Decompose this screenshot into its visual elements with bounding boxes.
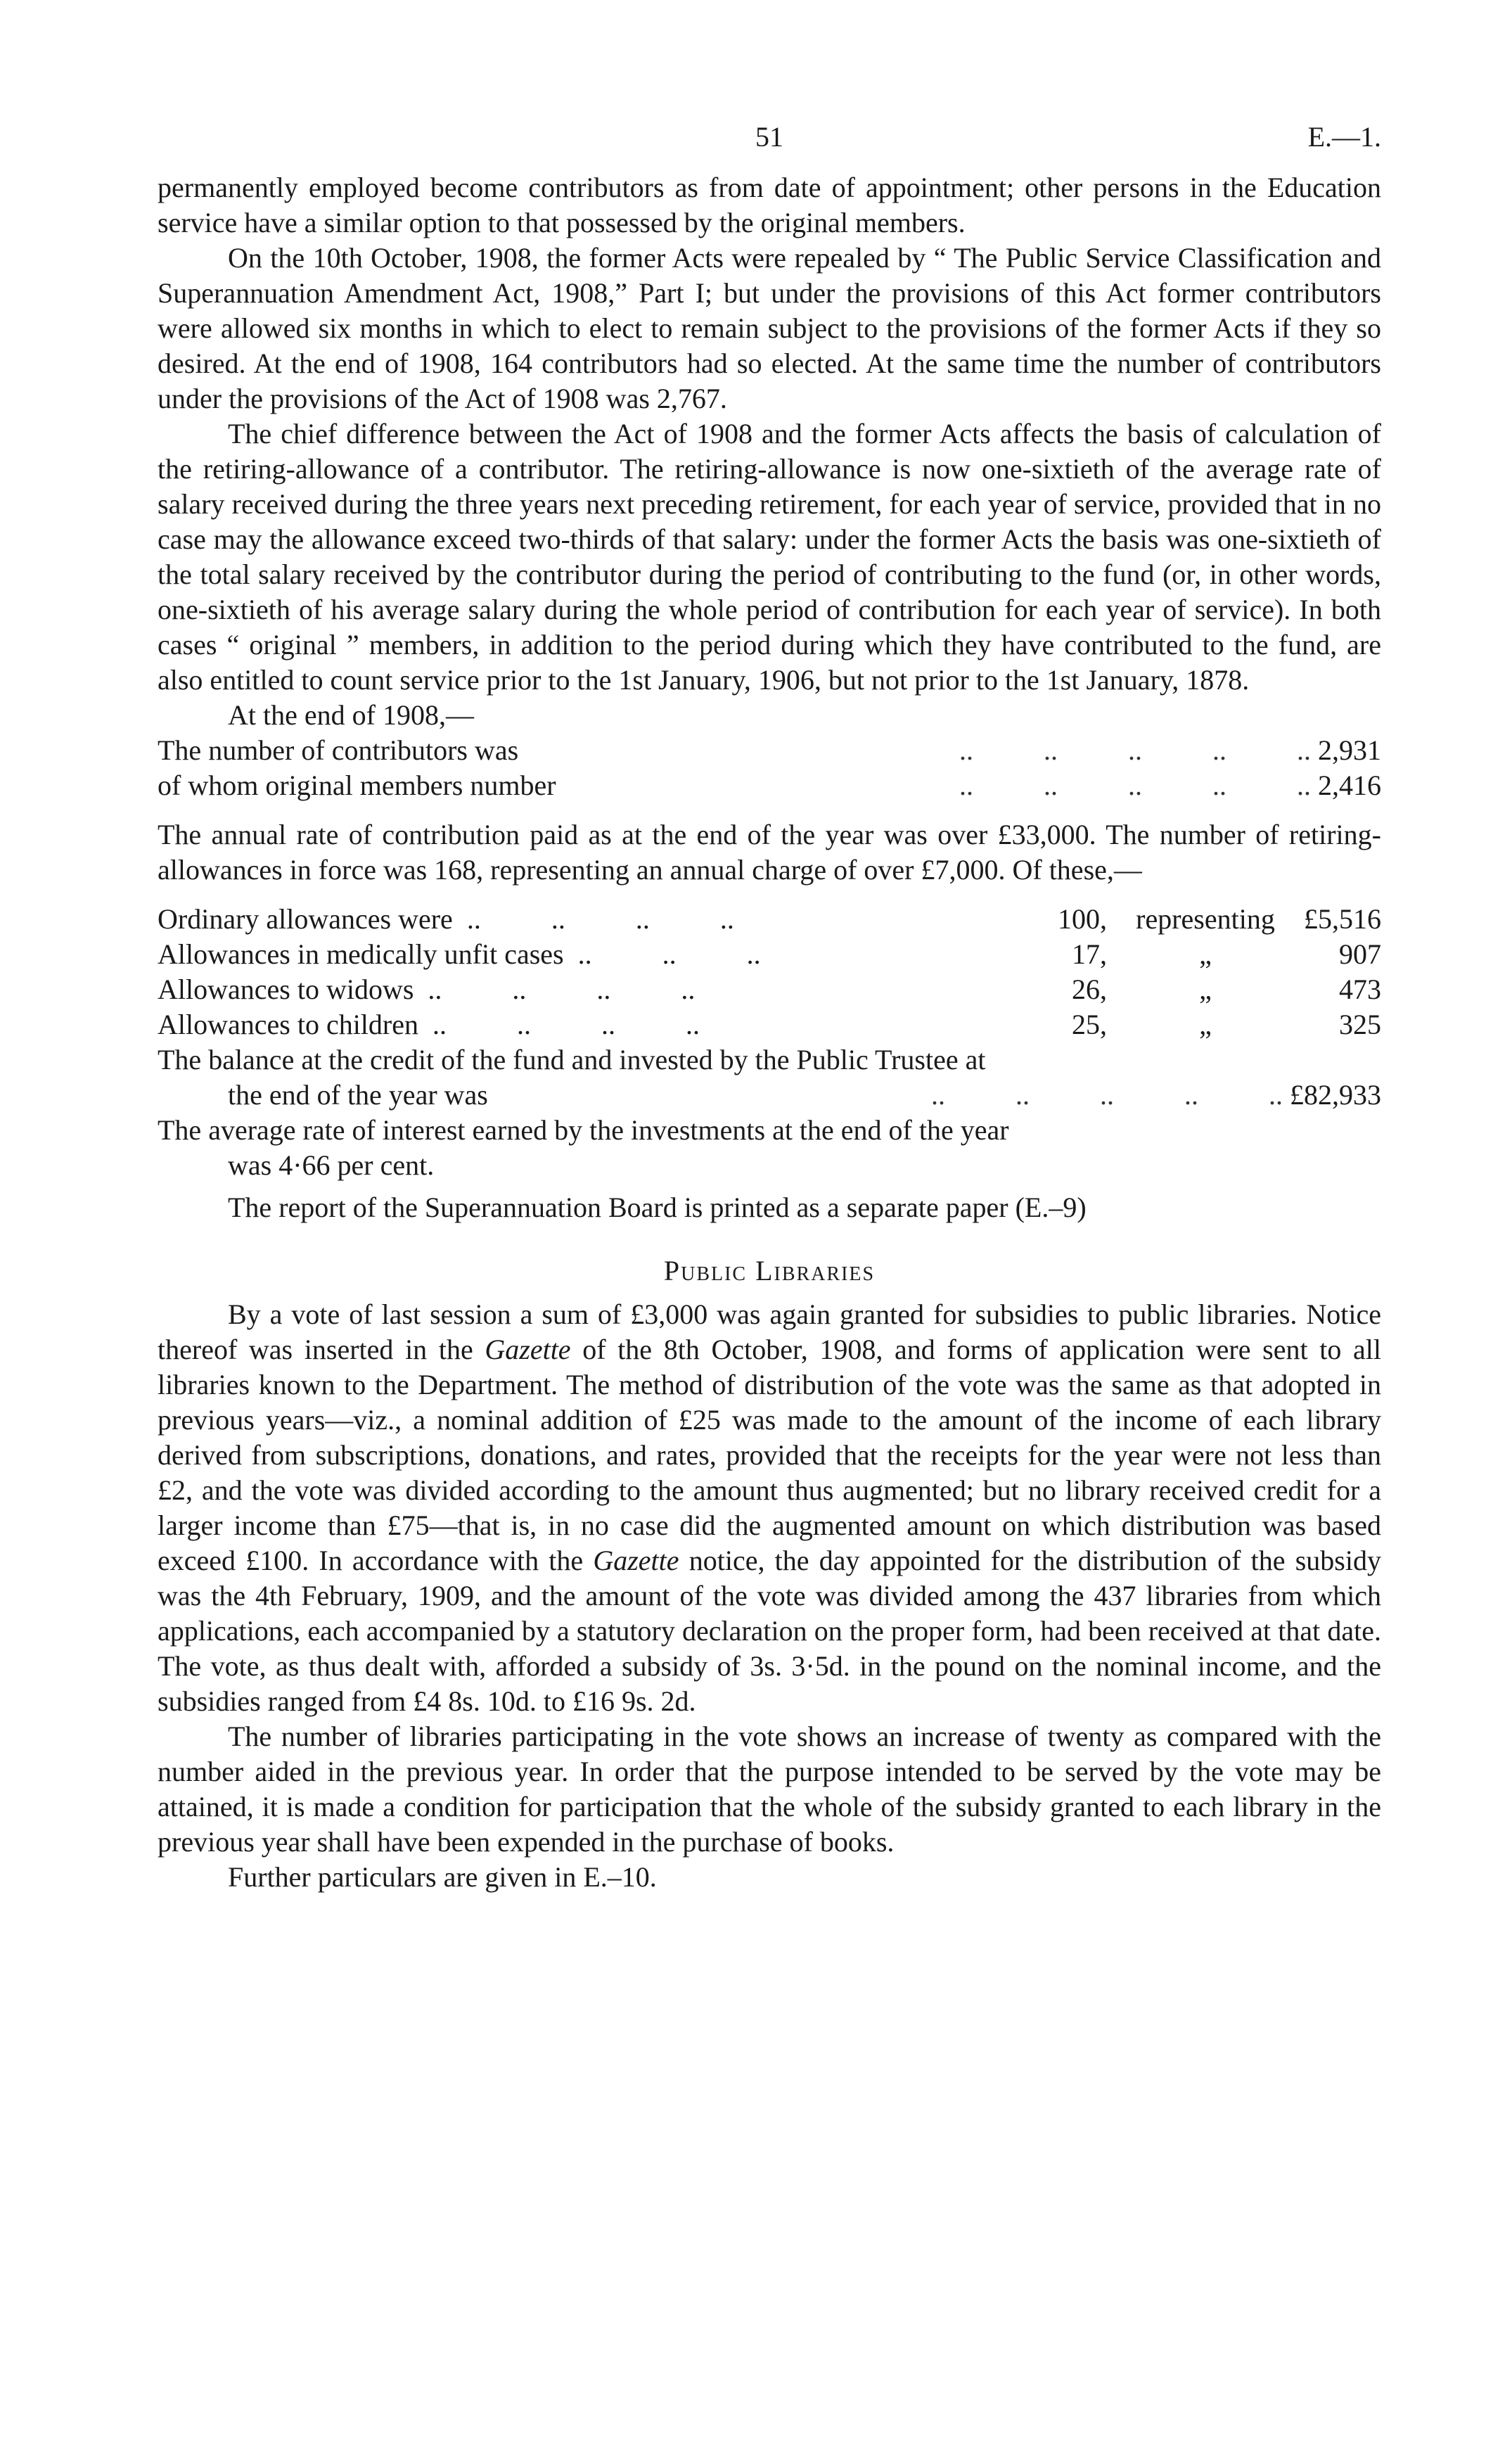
allowance-label-cell [158,972,1001,1007]
allowance-count: 100, [1058,903,1107,935]
stat-row [158,768,1381,803]
allowance-amount: 325 [1339,1009,1381,1040]
allowance-label: Ordinary allowances were [158,903,453,935]
allowance-label: Allowances in medically unfit cases [158,938,564,970]
allowance-representing: representing [1136,903,1275,935]
running-head: E.—1. [1307,121,1381,153]
allowance-amount: 473 [1339,973,1381,1005]
allowance-label-cell [158,1007,1001,1042]
paragraph-acts-repealed: On the 10th October, 1908, the former Acts were repealed by “ The Public Service Classification and Superannuation Amendment Act, 1908,” Part I; but under the provisions of this Act former contributors were allowed six months in which to elect to remain subject to the provisions of the former Acts if they so desired. At the end of 1908, 164 contributors had so elected. At the same time the number of contributors under the provisions of the Act of 1908 was 2,767. [158,242,1381,414]
leader-dots: .. .. .. .. [428,973,696,1005]
paragraph-annual-rate: The annual rate of contribution paid as at the end of the year was over £33,000. The number of retiring-allowances in force was 168, representing an annual charge of over £7,000. Of these,— [158,819,1381,886]
interest-line-1: The average rate of interest earned by the investments at the end of the year [158,1114,1009,1146]
allowance-row [158,972,1381,1007]
allowance-amount: 907 [1339,938,1381,970]
balance-line-1: The balance at the credit of the fund and invested by the Public Trustee at [158,1044,986,1075]
interest-line-2: was 4·66 per cent. [228,1149,435,1181]
document-page [158,120,1381,1895]
allowance-label-cell [158,937,1001,972]
leader-dots: .. .. .. .. [433,1009,700,1040]
stat-value: 2,931 [1318,734,1381,766]
allowance-count: 17, [1072,938,1107,970]
text-run: By a vote of last session a sum of £3,000 was again granted for subsidies to public libraries. Notice thereof was inserted in the [158,1298,1381,1365]
spacer [158,888,1381,902]
allowance-count: 26, [1072,973,1107,1005]
allowance-amount: £5,516 [1304,903,1381,935]
gazette-italic: Gazette [485,1334,571,1365]
text-run: notice, the day appointed for the distribution of the subsidy was the 4th February, 1909, and the amount of the vote was divided among the 437 libraries from which applications, each accompanied by a statutory declaration on the proper form, had been received at that date. The vote, as thus dealt with, afforded a subsidy of 3s. 3·5d. in the pound on the nominal income, and the subsidies ranged from £4 8s. 10d. to £16 9s. 2d. [158,1545,1381,1717]
allowance-representing: „ [1199,1009,1212,1040]
balance-label: the end of the year was [228,1079,488,1111]
allowance-row [158,1007,1381,1042]
paragraph-chief-difference: The chief difference between the Act of 1908 and the former Acts affects the basis of calculation of the retiring-allowance of a contributor. The retiring-allowance is now one-sixtieth of the average rate of salary received during the three years next preceding retirement, for each year of service, provided that in no case may the allowance exceed two-thirds of that salary: under the former Acts the basis was one-sixtieth of the total salary received by the contributor during the period of contributing to the fund (or, in other words, one-sixtieth of his average salary during the whole period of contribution for each year of service). In both cases “ original ” members, in addition to the period during which they have contributed to the fund, are also entitled to count service prior to the 1st January, 1906, but not prior to the 1st January, 1878. [158,418,1381,696]
end-of-year-intro: At the end of 1908,— [228,699,474,731]
allowance-label: Allowances to children [158,1009,418,1040]
allowance-representing: „ [1199,938,1212,970]
balance-block [158,1042,1381,1113]
gazette-italic: Gazette [593,1545,679,1576]
paragraph-libraries-vote [158,1297,1381,1719]
stat-label: The number of contributors was [158,734,519,766]
balance-row [158,1078,1381,1113]
stat-row [158,733,1381,768]
page-number: 51 [755,121,783,153]
text-run: of the 8th October, 1908, and forms of application were sent to all libraries known to the Department. The method of distribution of the vote was the same as that adopted in previous years—viz., a nominal addition of £25 was made to the amount of the income of each library derived from subscriptions, donations, and rates, provided that the receipts for the year were not less than £2, and the vote was divided according to the amount thus augmented; but no library received credit for a larger income than £75—that is, in no case did the augmented amount on which distribution was based exceed £100. In accordance with the [158,1334,1381,1576]
allowance-row [158,937,1381,972]
leader-dots: .. .. .. .. .. [959,734,1311,766]
balance-value: £82,933 [1290,1079,1381,1111]
report-line: The report of the Superannuation Board is printed as a separate paper (E.–9) [228,1192,1087,1223]
stat-value: 2,416 [1318,769,1381,801]
stat-label: of whom original members number [158,769,556,801]
allowances-table [158,902,1381,1042]
allowance-row [158,902,1381,937]
spacer [158,803,1381,817]
leader-dots: .. .. .. .. .. [959,769,1311,801]
allowance-label-cell [158,902,1001,937]
leader-dots: .. .. .. .. [466,903,734,935]
leader-dots: .. .. .. [577,938,761,970]
interest-block [158,1113,1381,1183]
paragraph-further-particulars: Further particulars are given in E.–10. [228,1861,657,1893]
section-title-public-libraries: Public Libraries [663,1255,876,1286]
leader-dots: .. .. .. .. .. [931,1079,1283,1111]
page-header [158,120,1381,170]
allowance-representing: „ [1199,973,1212,1005]
paragraph-continuation: permanently employed become contributors as from date of appointment; other persons in the Education service have a similar option to that possessed by the original members. [158,172,1381,238]
paragraph-libraries-increase: The number of libraries participating in the vote shows an increase of twenty as compared with the number aided in the previous year. In order that the purpose intended to be served by the vote may be attained, it is made a condition for participation that the whole of the subsidy granted to each library in the previous year shall have been expended in the purchase of books. [158,1720,1381,1858]
end-of-year-stats [158,698,1381,803]
allowance-label: Allowances to widows [158,973,414,1005]
allowance-count: 25, [1072,1009,1107,1040]
